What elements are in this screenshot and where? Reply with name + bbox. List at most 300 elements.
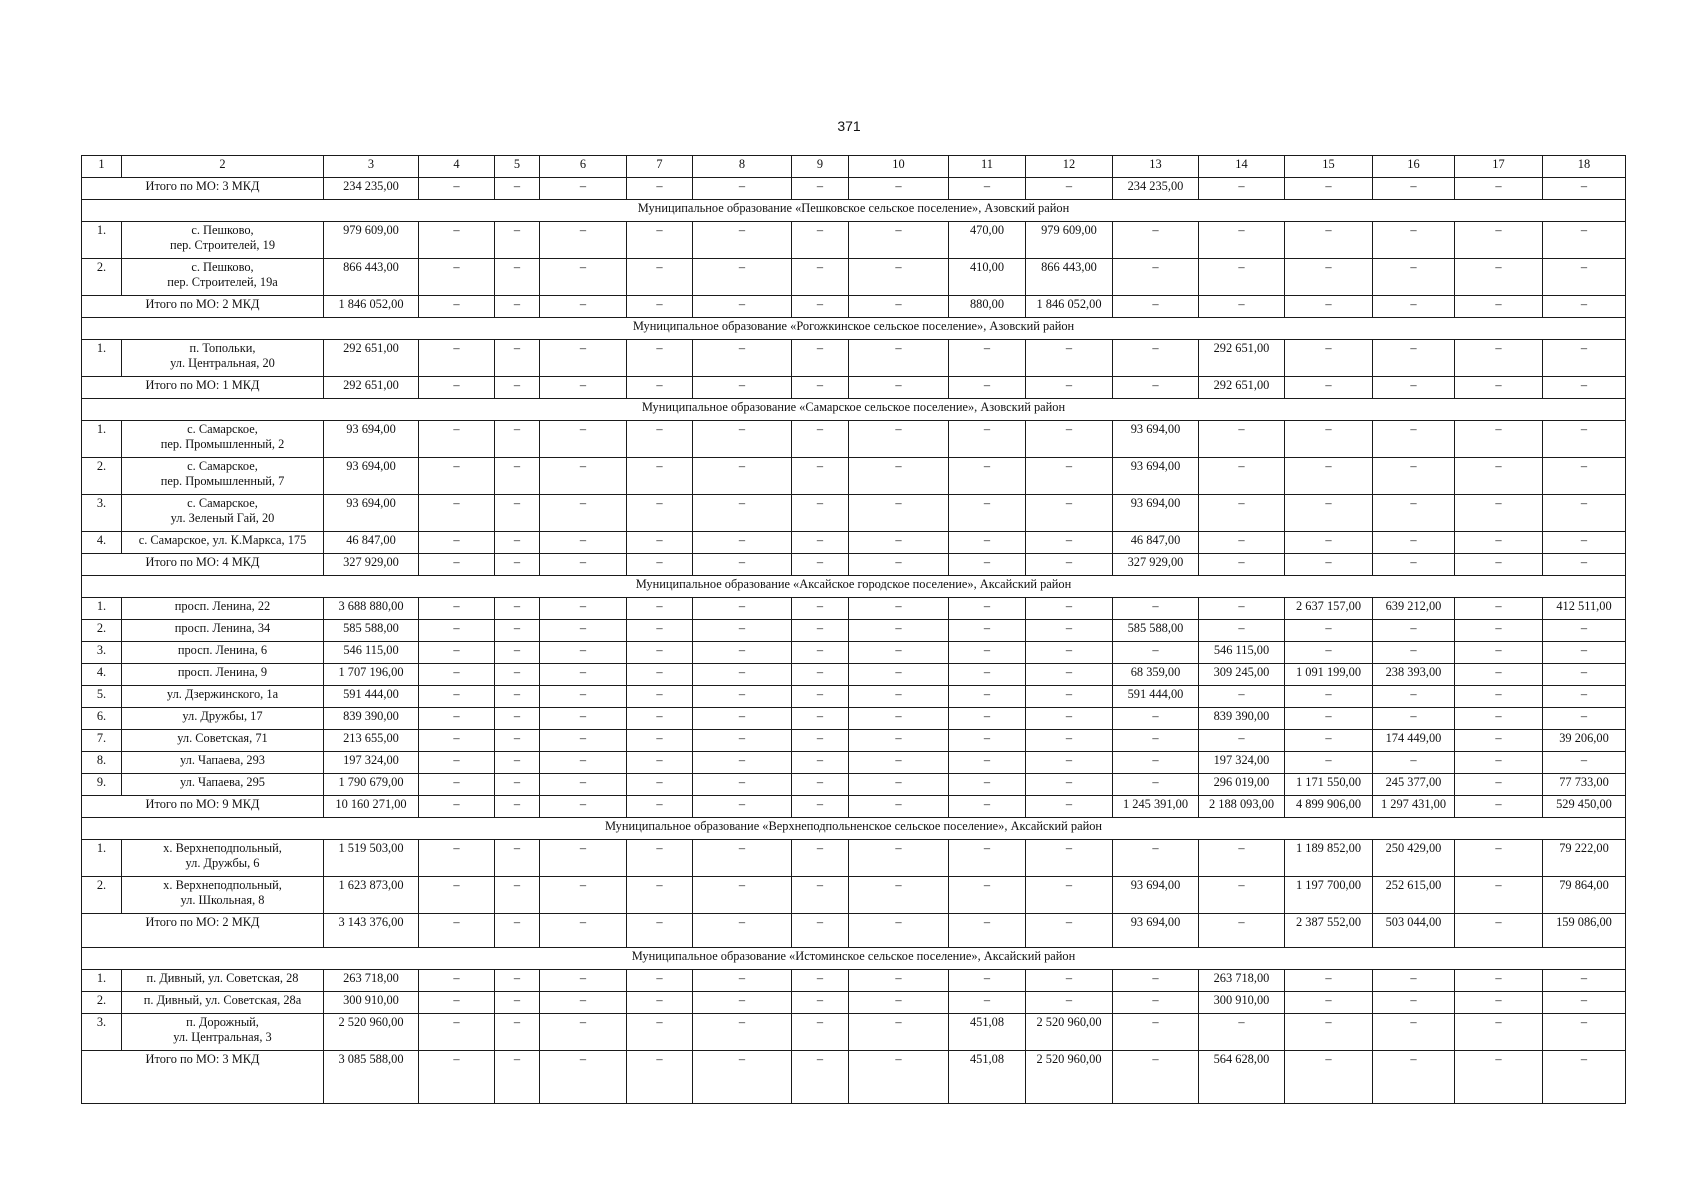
- address-cell: [122, 458, 324, 495]
- value-cell: 292 651,00: [324, 340, 419, 377]
- value-cell: –: [419, 554, 495, 576]
- value-cell: 4 899 906,00: [1285, 796, 1373, 818]
- table-row: [82, 774, 1626, 796]
- value-cell: –: [1199, 458, 1285, 495]
- value-cell: –: [693, 642, 792, 664]
- value-cell: –: [693, 259, 792, 296]
- value-cell: –: [1455, 178, 1543, 200]
- value-cell: –: [949, 178, 1026, 200]
- row-number: 5.: [82, 686, 122, 708]
- value-cell: –: [495, 664, 540, 686]
- value-cell: –: [1113, 1014, 1199, 1051]
- value-cell: –: [693, 840, 792, 877]
- table-row: [82, 840, 1626, 877]
- address-line: х. Верхнеподпольный,: [163, 878, 282, 892]
- value-cell: –: [1543, 178, 1626, 200]
- value-cell: –: [495, 598, 540, 620]
- value-cell: –: [540, 259, 627, 296]
- value-cell: –: [495, 992, 540, 1014]
- column-number-cell: 7: [627, 156, 693, 178]
- value-cell: 46 847,00: [324, 532, 419, 554]
- address-cell: [122, 340, 324, 377]
- value-cell: 234 235,00: [1113, 178, 1199, 200]
- total-row: [82, 796, 1626, 818]
- value-cell: –: [693, 458, 792, 495]
- value-cell: –: [949, 730, 1026, 752]
- value-cell: –: [1199, 1014, 1285, 1051]
- value-cell: –: [540, 796, 627, 818]
- value-cell: –: [1373, 992, 1455, 1014]
- value-cell: 839 390,00: [324, 708, 419, 730]
- column-number-cell: 18: [1543, 156, 1626, 178]
- value-cell: –: [540, 774, 627, 796]
- value-cell: –: [849, 178, 949, 200]
- value-cell: 412 511,00: [1543, 598, 1626, 620]
- value-cell: –: [627, 1051, 693, 1104]
- value-cell: –: [627, 970, 693, 992]
- value-cell: –: [627, 796, 693, 818]
- value-cell: –: [419, 686, 495, 708]
- column-number-cell: 17: [1455, 156, 1543, 178]
- value-cell: –: [1455, 992, 1543, 1014]
- value-cell: –: [627, 774, 693, 796]
- value-cell: 252 615,00: [1373, 877, 1455, 914]
- value-cell: –: [1285, 532, 1373, 554]
- table-row: [82, 259, 1626, 296]
- column-number-cell: 4: [419, 156, 495, 178]
- value-cell: –: [792, 340, 849, 377]
- value-cell: –: [495, 914, 540, 948]
- value-cell: –: [792, 730, 849, 752]
- value-cell: –: [1543, 664, 1626, 686]
- value-cell: –: [849, 1014, 949, 1051]
- value-cell: –: [1026, 554, 1113, 576]
- value-cell: –: [1543, 222, 1626, 259]
- value-cell: –: [792, 259, 849, 296]
- value-cell: 529 450,00: [1543, 796, 1626, 818]
- value-cell: –: [1285, 340, 1373, 377]
- page-number: 371: [837, 118, 861, 134]
- value-cell: –: [1455, 340, 1543, 377]
- table-row: [82, 708, 1626, 730]
- value-cell: –: [627, 532, 693, 554]
- value-cell: 234 235,00: [324, 178, 419, 200]
- section-title: Муниципальное образование «Рогожкинское сельское поселение», Азовский район: [82, 318, 1626, 340]
- column-number-cell: 8: [693, 156, 792, 178]
- value-cell: –: [693, 970, 792, 992]
- value-cell: –: [1455, 620, 1543, 642]
- value-cell: –: [693, 1014, 792, 1051]
- value-cell: –: [1026, 730, 1113, 752]
- value-cell: –: [849, 730, 949, 752]
- value-cell: 2 520 960,00: [1026, 1014, 1113, 1051]
- value-cell: 93 694,00: [324, 458, 419, 495]
- value-cell: –: [949, 554, 1026, 576]
- address-cell: ул. Дзержинского, 1а: [122, 686, 324, 708]
- value-cell: –: [1455, 1014, 1543, 1051]
- value-cell: –: [1113, 598, 1199, 620]
- value-cell: –: [1543, 495, 1626, 532]
- value-cell: –: [495, 222, 540, 259]
- value-cell: 300 910,00: [324, 992, 419, 1014]
- address-line: ул. Школьная, 8: [180, 893, 265, 907]
- section-title: Муниципальное образование «Истоминское сельское поселение», Аксайский район: [82, 948, 1626, 970]
- value-cell: –: [949, 796, 1026, 818]
- value-cell: –: [495, 730, 540, 752]
- address-cell: просп. Ленина, 34: [122, 620, 324, 642]
- value-cell: –: [1113, 752, 1199, 774]
- value-cell: 46 847,00: [1113, 532, 1199, 554]
- value-cell: 93 694,00: [324, 495, 419, 532]
- value-cell: –: [849, 421, 949, 458]
- value-cell: –: [693, 296, 792, 318]
- column-number-cell: 15: [1285, 156, 1373, 178]
- total-row: [82, 554, 1626, 576]
- value-cell: –: [1373, 554, 1455, 576]
- value-cell: –: [1113, 259, 1199, 296]
- value-cell: –: [1373, 296, 1455, 318]
- value-cell: 309 245,00: [1199, 664, 1285, 686]
- value-cell: 93 694,00: [1113, 495, 1199, 532]
- value-cell: –: [792, 708, 849, 730]
- value-cell: –: [1455, 686, 1543, 708]
- value-cell: 93 694,00: [1113, 421, 1199, 458]
- value-cell: –: [1026, 642, 1113, 664]
- value-cell: –: [540, 296, 627, 318]
- value-cell: –: [495, 796, 540, 818]
- value-cell: –: [540, 377, 627, 399]
- address-cell: [122, 1014, 324, 1051]
- value-cell: –: [949, 877, 1026, 914]
- value-cell: –: [849, 1051, 949, 1104]
- value-cell: –: [540, 222, 627, 259]
- address-cell: [122, 421, 324, 458]
- value-cell: 292 651,00: [1199, 340, 1285, 377]
- value-cell: –: [1026, 377, 1113, 399]
- value-cell: –: [495, 532, 540, 554]
- address-line: с. Самарское,: [187, 422, 258, 436]
- total-row: [82, 296, 1626, 318]
- table-row: [82, 222, 1626, 259]
- address-cell: просп. Ленина, 6: [122, 642, 324, 664]
- value-cell: –: [693, 178, 792, 200]
- value-cell: 585 588,00: [1113, 620, 1199, 642]
- value-cell: –: [949, 774, 1026, 796]
- value-cell: –: [1285, 992, 1373, 1014]
- value-cell: –: [693, 686, 792, 708]
- value-cell: 2 637 157,00: [1285, 598, 1373, 620]
- address-line: ул. Центральная, 3: [173, 1030, 272, 1044]
- value-cell: –: [495, 495, 540, 532]
- table-row: [82, 686, 1626, 708]
- value-cell: –: [1285, 377, 1373, 399]
- value-cell: –: [1285, 259, 1373, 296]
- value-cell: –: [1455, 296, 1543, 318]
- value-cell: –: [495, 259, 540, 296]
- value-cell: –: [1543, 1051, 1626, 1104]
- value-cell: –: [1455, 752, 1543, 774]
- value-cell: 880,00: [949, 296, 1026, 318]
- value-cell: –: [540, 495, 627, 532]
- section-title: Муниципальное образование «Самарское сельское поселение», Азовский район: [82, 399, 1626, 421]
- value-cell: –: [1543, 992, 1626, 1014]
- value-cell: –: [1373, 340, 1455, 377]
- column-number-cell: 2: [122, 156, 324, 178]
- value-cell: –: [1026, 686, 1113, 708]
- value-cell: –: [419, 532, 495, 554]
- row-number: 9.: [82, 774, 122, 796]
- address-cell: [122, 259, 324, 296]
- row-number: 3.: [82, 495, 122, 532]
- row-number: 3.: [82, 1014, 122, 1051]
- value-cell: –: [495, 752, 540, 774]
- table-row: [82, 458, 1626, 495]
- column-number-cell: 14: [1199, 156, 1285, 178]
- address-line: п. Топольки,: [189, 341, 256, 355]
- value-cell: –: [849, 840, 949, 877]
- value-cell: –: [1285, 222, 1373, 259]
- section-header-row: [82, 948, 1626, 970]
- address-line: пер. Промышленный, 7: [160, 474, 285, 488]
- value-cell: –: [540, 664, 627, 686]
- value-cell: –: [693, 598, 792, 620]
- table-row: [82, 752, 1626, 774]
- value-cell: –: [627, 377, 693, 399]
- value-cell: –: [419, 796, 495, 818]
- value-cell: –: [495, 620, 540, 642]
- value-cell: –: [1199, 296, 1285, 318]
- value-cell: –: [1113, 730, 1199, 752]
- value-cell: 2 387 552,00: [1285, 914, 1373, 948]
- total-label: Итого по МО: 3 МКД: [82, 178, 324, 200]
- value-cell: –: [949, 598, 1026, 620]
- value-cell: –: [1285, 730, 1373, 752]
- value-cell: –: [1285, 178, 1373, 200]
- value-cell: 1 707 196,00: [324, 664, 419, 686]
- value-cell: –: [792, 458, 849, 495]
- value-cell: –: [1543, 377, 1626, 399]
- value-cell: –: [1026, 340, 1113, 377]
- value-cell: –: [1113, 708, 1199, 730]
- value-cell: –: [792, 686, 849, 708]
- address-line: с. Пешково,: [191, 223, 254, 237]
- value-cell: –: [540, 620, 627, 642]
- address-cell: ул. Чапаева, 295: [122, 774, 324, 796]
- table-row: [82, 730, 1626, 752]
- value-cell: –: [540, 1014, 627, 1051]
- value-cell: –: [419, 877, 495, 914]
- value-cell: –: [627, 642, 693, 664]
- value-cell: 300 910,00: [1199, 992, 1285, 1014]
- value-cell: 250 429,00: [1373, 840, 1455, 877]
- value-cell: 327 929,00: [1113, 554, 1199, 576]
- value-cell: –: [419, 340, 495, 377]
- value-cell: –: [419, 730, 495, 752]
- value-cell: 639 212,00: [1373, 598, 1455, 620]
- value-cell: –: [849, 222, 949, 259]
- value-cell: –: [949, 686, 1026, 708]
- value-cell: –: [1543, 620, 1626, 642]
- value-cell: –: [1113, 992, 1199, 1014]
- value-cell: 68 359,00: [1113, 664, 1199, 686]
- row-number: 6.: [82, 708, 122, 730]
- value-cell: –: [419, 458, 495, 495]
- value-cell: 564 628,00: [1199, 1051, 1285, 1104]
- value-cell: –: [849, 620, 949, 642]
- value-cell: –: [792, 1014, 849, 1051]
- value-cell: –: [1026, 178, 1113, 200]
- section-header-row: [82, 318, 1626, 340]
- value-cell: –: [693, 620, 792, 642]
- total-label: Итого по МО: 3 МКД: [82, 1051, 324, 1104]
- value-cell: 2 520 960,00: [324, 1014, 419, 1051]
- value-cell: –: [540, 598, 627, 620]
- column-number-cell: 16: [1373, 156, 1455, 178]
- value-cell: 1 189 852,00: [1285, 840, 1373, 877]
- value-cell: –: [540, 877, 627, 914]
- value-cell: –: [792, 222, 849, 259]
- section-title: Муниципальное образование «Пешковское сельское поселение», Азовский район: [82, 200, 1626, 222]
- value-cell: –: [419, 178, 495, 200]
- value-cell: –: [540, 421, 627, 458]
- value-cell: 1 171 550,00: [1285, 774, 1373, 796]
- value-cell: –: [949, 642, 1026, 664]
- value-cell: –: [1285, 642, 1373, 664]
- value-cell: 3 688 880,00: [324, 598, 419, 620]
- table-row: [82, 1014, 1626, 1051]
- value-cell: 197 324,00: [324, 752, 419, 774]
- value-cell: –: [949, 340, 1026, 377]
- value-cell: –: [1373, 752, 1455, 774]
- value-cell: –: [849, 458, 949, 495]
- value-cell: –: [949, 752, 1026, 774]
- table-row: [82, 598, 1626, 620]
- row-number: 2.: [82, 458, 122, 495]
- value-cell: –: [1373, 970, 1455, 992]
- value-cell: –: [1455, 495, 1543, 532]
- value-cell: –: [792, 377, 849, 399]
- value-cell: –: [693, 877, 792, 914]
- value-cell: –: [849, 664, 949, 686]
- value-cell: 546 115,00: [324, 642, 419, 664]
- value-cell: 2 520 960,00: [1026, 1051, 1113, 1104]
- value-cell: –: [1026, 796, 1113, 818]
- value-cell: –: [849, 598, 949, 620]
- total-label: Итого по МО: 1 МКД: [82, 377, 324, 399]
- row-number: 1.: [82, 421, 122, 458]
- value-cell: –: [1455, 532, 1543, 554]
- total-row: [82, 914, 1626, 948]
- value-cell: 503 044,00: [1373, 914, 1455, 948]
- value-cell: –: [1543, 421, 1626, 458]
- value-cell: –: [849, 708, 949, 730]
- value-cell: –: [1113, 222, 1199, 259]
- value-cell: –: [1285, 421, 1373, 458]
- value-cell: 1 297 431,00: [1373, 796, 1455, 818]
- value-cell: –: [949, 664, 1026, 686]
- value-cell: –: [1199, 178, 1285, 200]
- value-cell: –: [1026, 495, 1113, 532]
- value-cell: –: [1373, 1014, 1455, 1051]
- value-cell: –: [1285, 708, 1373, 730]
- row-number: 2.: [82, 877, 122, 914]
- value-cell: 866 443,00: [1026, 259, 1113, 296]
- value-cell: –: [1455, 1051, 1543, 1104]
- address-cell: просп. Ленина, 22: [122, 598, 324, 620]
- table-row: [82, 421, 1626, 458]
- value-cell: 39 206,00: [1543, 730, 1626, 752]
- value-cell: 327 929,00: [324, 554, 419, 576]
- value-cell: –: [849, 340, 949, 377]
- table-body: [82, 156, 1626, 1104]
- value-cell: –: [1026, 598, 1113, 620]
- value-cell: –: [419, 914, 495, 948]
- value-cell: –: [792, 178, 849, 200]
- value-cell: –: [1455, 554, 1543, 576]
- value-cell: –: [849, 774, 949, 796]
- value-cell: –: [419, 840, 495, 877]
- value-cell: –: [495, 1014, 540, 1051]
- value-cell: –: [1455, 421, 1543, 458]
- value-cell: –: [627, 914, 693, 948]
- value-cell: –: [849, 532, 949, 554]
- row-number: 8.: [82, 752, 122, 774]
- row-number: 4.: [82, 532, 122, 554]
- address-cell: [122, 222, 324, 259]
- value-cell: –: [1199, 840, 1285, 877]
- value-cell: –: [792, 992, 849, 1014]
- total-label: Итого по МО: 9 МКД: [82, 796, 324, 818]
- value-cell: –: [1373, 222, 1455, 259]
- column-number-cell: 13: [1113, 156, 1199, 178]
- value-cell: 77 733,00: [1543, 774, 1626, 796]
- table-row: [82, 664, 1626, 686]
- value-cell: –: [1199, 620, 1285, 642]
- value-cell: –: [1285, 1014, 1373, 1051]
- value-cell: 451,08: [949, 1014, 1026, 1051]
- value-cell: –: [540, 458, 627, 495]
- value-cell: –: [792, 752, 849, 774]
- value-cell: –: [849, 970, 949, 992]
- value-cell: –: [792, 620, 849, 642]
- value-cell: –: [693, 992, 792, 1014]
- value-cell: –: [693, 554, 792, 576]
- value-cell: –: [1543, 752, 1626, 774]
- value-cell: –: [419, 774, 495, 796]
- value-cell: 1 623 873,00: [324, 877, 419, 914]
- row-number: 2.: [82, 620, 122, 642]
- value-cell: –: [419, 620, 495, 642]
- value-cell: –: [1543, 458, 1626, 495]
- value-cell: 979 609,00: [324, 222, 419, 259]
- value-cell: –: [1026, 774, 1113, 796]
- value-cell: –: [693, 1051, 792, 1104]
- value-cell: –: [419, 222, 495, 259]
- value-cell: –: [495, 840, 540, 877]
- value-cell: –: [495, 708, 540, 730]
- row-number: 1.: [82, 970, 122, 992]
- row-number: 3.: [82, 642, 122, 664]
- value-cell: 1 091 199,00: [1285, 664, 1373, 686]
- value-cell: –: [1373, 178, 1455, 200]
- value-cell: –: [1199, 914, 1285, 948]
- value-cell: –: [627, 340, 693, 377]
- value-cell: –: [1199, 554, 1285, 576]
- section-header-row: [82, 200, 1626, 222]
- value-cell: –: [1199, 532, 1285, 554]
- value-cell: –: [1373, 642, 1455, 664]
- value-cell: –: [627, 458, 693, 495]
